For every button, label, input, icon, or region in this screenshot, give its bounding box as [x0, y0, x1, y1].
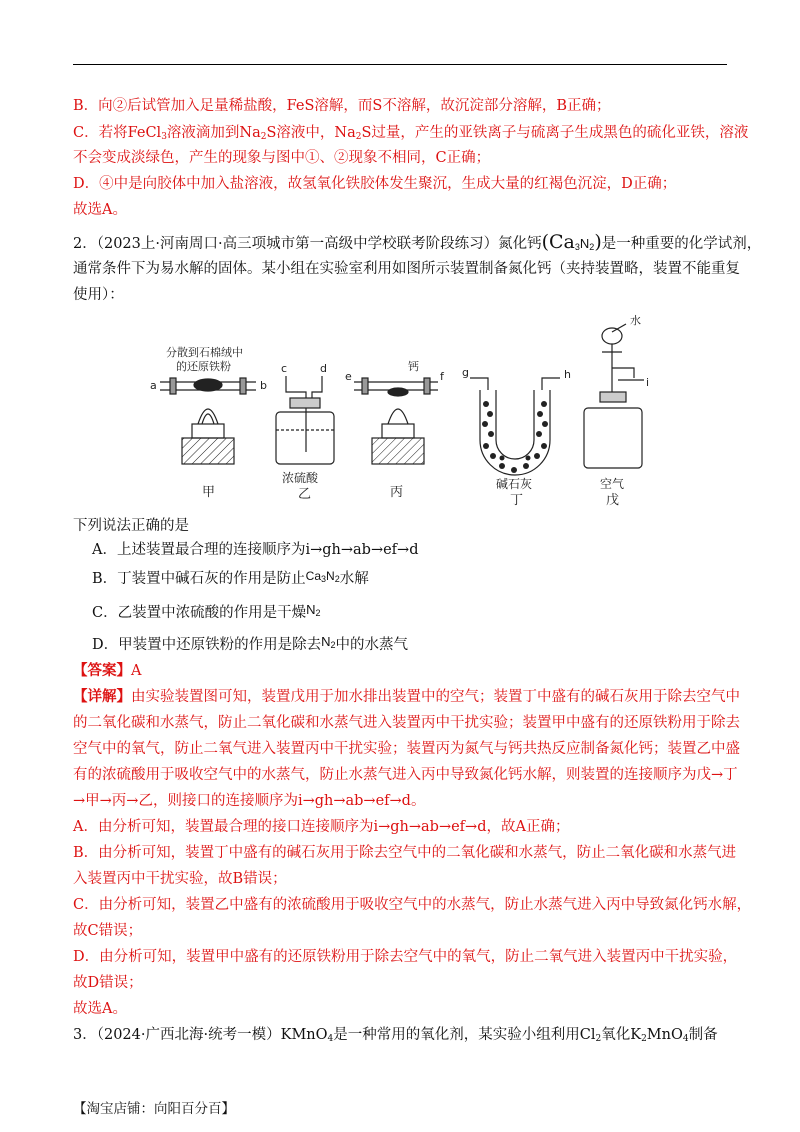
- q2-stem-line3: 使用）：: [73, 287, 124, 303]
- apparatus-ding: [462, 366, 571, 491]
- apparatus-yi: [276, 362, 334, 485]
- q2-detail-3: 空气中的氧气，防止二氧气进入装置丙中干扰实验；装置丙为氮气与钙共热反应制备氮化钙；装置乙中盛: [73, 741, 740, 757]
- label-jia: 甲: [202, 485, 216, 500]
- q2-option-d[interactable]: D．甲装置中还原铁粉的作用是除去$N_2$中的水蒸气: [92, 634, 409, 653]
- svg-text:i: i: [646, 376, 650, 389]
- q2-analysis-b-cont: 入装置丙中干扰实验，故B错误；: [73, 871, 287, 887]
- q2-detail-2: 的二氧化碳和水蒸气，防止二氧化碳和水蒸气进入装置丙中干扰实验；装置甲中盛有的还原铁粉用于除去: [73, 715, 740, 731]
- q2-stem-line1: 2．（2023上·河南周口·高三项城市第一高级中学校联考阶段练习）氮化钙$(Ca_3N_2)$是一种重要的化学试剂，: [73, 231, 762, 253]
- q2-analysis-d: D．由分析可知，装置甲中盛有的还原铁粉用于除去空气中的氧气，防止二氧气进入装置丙中干扰实验，: [73, 949, 738, 965]
- svg-text:的还原铁粉: 的还原铁粉: [176, 360, 231, 373]
- q2-detail-5: →甲→丙→乙，则接口的连接顺序为i→gh→ab→ef→d。: [73, 793, 426, 809]
- header-rule: [73, 64, 727, 65]
- label-ding: 丁: [510, 493, 524, 508]
- label-wu: 戊: [606, 493, 620, 508]
- svg-text:a: a: [150, 379, 157, 392]
- svg-text:d: d: [320, 362, 327, 375]
- prev-explain-b: B．向②后试管加入足量稀盐酸，FeS溶解，而S不溶解，故沉淀部分溶解，B正确；: [73, 98, 611, 114]
- svg-text:h: h: [564, 368, 571, 381]
- svg-text:浓硫酸: 浓硫酸: [282, 471, 319, 485]
- apparatus-jia: [150, 345, 267, 464]
- svg-text:钙: 钙: [408, 360, 419, 373]
- q2-conclusion: 故选A。: [73, 1001, 127, 1017]
- q3-stem: 3．（2024·广西北海·统考一模）KMnO$_4$是一种常用的氧化剂，某实验小组利用$Cl_2$氧化$K_2MnO_4$制备: [73, 1027, 718, 1044]
- q2-analysis-c-cont: 故C错误；: [73, 923, 143, 939]
- svg-text:分散到石棉绒中: 分散到石棉绒中: [166, 346, 243, 359]
- q2-stem-line2: 通常条件下为易水解的固体。某小组在实验室利用如图所示装置制备氮化钙（夹持装置略，装置不能重复: [73, 261, 740, 277]
- svg-text:b: b: [260, 379, 267, 392]
- apparatus-figure: [140, 312, 680, 508]
- q2-answer: 【答案】A: [73, 662, 142, 679]
- apparatus-wu: [584, 313, 649, 491]
- prev-explain-c-cont: 不会变成淡绿色，产生的现象与图中①、②现象不相同，C正确；: [73, 150, 491, 166]
- q2-analysis-d-cont: 故D错误；: [73, 975, 143, 991]
- q2-option-c[interactable]: C．乙装置中浓硫酸的作用是干燥$N_2$: [92, 602, 321, 621]
- svg-text:f: f: [440, 370, 444, 383]
- footer-shop: 【淘宝店铺：向阳百分百】: [73, 1101, 235, 1117]
- svg-text:g: g: [462, 366, 469, 379]
- svg-text:水: 水: [630, 314, 641, 327]
- svg-text:c: c: [281, 362, 288, 375]
- prev-explain-d: D．④中是向胶体中加入盐溶液，故氢氧化铁胶体发生聚沉，生成大量的红褐色沉淀，D正确；: [73, 176, 677, 192]
- svg-text:碱石灰: 碱石灰: [496, 477, 533, 491]
- svg-text:空气: 空气: [600, 477, 625, 491]
- q2-option-b[interactable]: B．丁装置中碱石灰的作用是防止$^{Ca_3N_2}$水解: [92, 569, 369, 587]
- q2-prompt: 下列说法正确的是: [73, 518, 189, 534]
- q2-analysis-a: A．由分析可知，装置最合理的接口连接顺序为i→gh→ab→ef→d，故A正确；: [73, 819, 570, 835]
- q2-analysis-b: B．由分析可知，装置丁中盛有的碱石灰用于除去空气中的二氧化碳和水蒸气，防止二氧化碳和水蒸气进: [73, 845, 737, 861]
- q2-detail-4: 有的浓硫酸用于吸收空气中的水蒸气，防止水蒸气进入丙中导致氮化钙水解，则装置的连接顺序为戊→丁: [73, 767, 738, 783]
- q2-detail-1: 【详解】由实验装置图可知，装置戊用于加水排出装置中的空气；装置丁中盛有的碱石灰用于除去空气中: [73, 688, 740, 705]
- q2-analysis-c: C．由分析可知，装置乙中盛有的浓硫酸用于吸收空气中的水蒸气，防止水蒸气进入丙中导致氮化钙水解，: [73, 897, 752, 913]
- svg-text:e: e: [345, 370, 352, 383]
- q2-option-a[interactable]: A．上述装置最合理的连接顺序为i→gh→ab→ef→d: [92, 542, 419, 558]
- label-yi: 乙: [298, 487, 312, 502]
- apparatus-bing: [345, 359, 445, 464]
- q2-source: （2023上·河南周口·高三项城市第一高级中学校联考阶段练习）: [96, 236, 499, 252]
- prev-explain-c: C．若将FeCl$_3$溶液滴加到$Na_2S$溶液中，$Na_2S$过量，产生的亚铁离子与硫离子生成黑色的硫化亚铁，溶液: [73, 125, 749, 142]
- prev-conclusion: 故选A。: [73, 202, 127, 218]
- label-bing: 丙: [390, 485, 404, 500]
- q2-number: 2．: [73, 236, 97, 252]
